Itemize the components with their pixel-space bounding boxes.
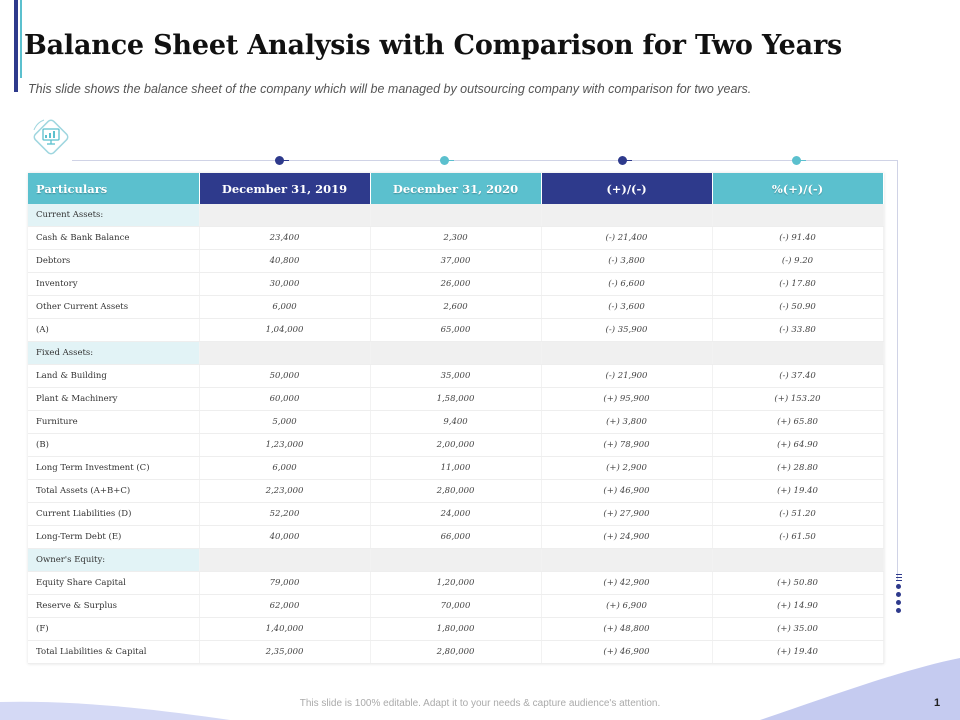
row-label: Fixed Assets:: [28, 342, 199, 365]
cell-v2020: 2,80,000: [370, 641, 541, 664]
cell-v2019: [199, 549, 370, 572]
table-row: [28, 434, 883, 457]
header-percent-change: %(+)/(-): [712, 173, 883, 204]
cell-change: (+) 3,800: [541, 411, 712, 434]
cell-pct: (-) 51.20: [712, 503, 883, 526]
cell-v2020: 1,80,000: [370, 618, 541, 641]
cell-change: (+) 2,900: [541, 457, 712, 480]
balance-sheet-table: [28, 173, 884, 664]
table-row: [28, 388, 883, 411]
cell-pct: (-) 61.50: [712, 526, 883, 549]
table-section-row: [28, 549, 883, 572]
cell-v2019: 40,000: [199, 526, 370, 549]
table-row: [28, 572, 883, 595]
header-particulars: Particulars: [28, 173, 199, 204]
title-accent-bar: [14, 0, 18, 92]
cell-pct: (-) 33.80: [712, 319, 883, 342]
cell-v2019: 2,23,000: [199, 480, 370, 503]
table-section-row: [28, 342, 883, 365]
cell-pct: (+) 19.40: [712, 480, 883, 503]
cell-v2020: 37,000: [370, 250, 541, 273]
cell-v2019: 2,35,000: [199, 641, 370, 664]
cell-v2020: 35,000: [370, 365, 541, 388]
table-row: [28, 618, 883, 641]
cell-pct: (-) 91.40: [712, 227, 883, 250]
cell-change: [541, 549, 712, 572]
row-label: Equity Share Capital: [28, 572, 199, 595]
row-label: Total Assets (A+B+C): [28, 480, 199, 503]
cell-pct: (+) 65.80: [712, 411, 883, 434]
cell-pct: (+) 153.20: [712, 388, 883, 411]
cell-v2020: 1,20,000: [370, 572, 541, 595]
row-label: Long Term Investment (C): [28, 457, 199, 480]
header-dec-2020: December 31, 2020: [370, 173, 541, 204]
cell-v2019: 52,200: [199, 503, 370, 526]
cell-change: (-) 3,600: [541, 296, 712, 319]
row-label: (F): [28, 618, 199, 641]
cell-v2019: 1,04,000: [199, 319, 370, 342]
cell-v2019: 1,23,000: [199, 434, 370, 457]
row-label: Owner's Equity:: [28, 549, 199, 572]
table-row: [28, 526, 883, 549]
row-label: Inventory: [28, 273, 199, 296]
table-row: [28, 503, 883, 526]
cell-pct: (+) 64.90: [712, 434, 883, 457]
cell-change: (+) 27,900: [541, 503, 712, 526]
column-marker-dot: [275, 156, 284, 165]
cell-pct: (+) 35.00: [712, 618, 883, 641]
header-dec-2019: December 31, 2019: [199, 173, 370, 204]
cell-pct: (-) 37.40: [712, 365, 883, 388]
table-row: [28, 296, 883, 319]
page-number: 1: [934, 697, 941, 709]
row-label: Current Assets:: [28, 204, 199, 227]
cell-change: (-) 6,600: [541, 273, 712, 296]
title-accent-bar-thin: [20, 0, 22, 78]
table-row: [28, 457, 883, 480]
cell-pct: (+) 50.80: [712, 572, 883, 595]
cell-v2020: [370, 342, 541, 365]
table-row: [28, 227, 883, 250]
cell-v2020: 9,400: [370, 411, 541, 434]
table-row: [28, 250, 883, 273]
cell-pct: (+) 28.80: [712, 457, 883, 480]
cell-change: (+) 24,900: [541, 526, 712, 549]
cell-change: (+) 48,800: [541, 618, 712, 641]
cell-v2020: 2,300: [370, 227, 541, 250]
column-marker-dot: [440, 156, 449, 165]
cell-pct: (+) 14.90: [712, 595, 883, 618]
slide-title: Balance Sheet Analysis with Comparison for Two Years: [24, 30, 842, 61]
cell-change: (+) 46,900: [541, 641, 712, 664]
cell-v2019: 40,800: [199, 250, 370, 273]
cell-pct: (-) 17.80: [712, 273, 883, 296]
table-row: [28, 595, 883, 618]
row-label: Total Liabilities & Capital: [28, 641, 199, 664]
cell-change: (-) 35,900: [541, 319, 712, 342]
cell-v2020: 24,000: [370, 503, 541, 526]
cell-v2020: 26,000: [370, 273, 541, 296]
cell-v2019: 62,000: [199, 595, 370, 618]
cell-v2019: 1,40,000: [199, 618, 370, 641]
cell-v2019: 30,000: [199, 273, 370, 296]
cell-v2019: 6,000: [199, 296, 370, 319]
cell-v2020: 70,000: [370, 595, 541, 618]
table-row: [28, 319, 883, 342]
table-row: [28, 480, 883, 503]
cell-v2019: [199, 342, 370, 365]
cell-pct: (-) 9.20: [712, 250, 883, 273]
cell-change: (+) 6,900: [541, 595, 712, 618]
table-row: [28, 273, 883, 296]
cell-v2019: 79,000: [199, 572, 370, 595]
slide-subtitle: This slide shows the balance sheet of the company which will be managed by outsourcing company with comparison for two years.: [28, 82, 752, 96]
cell-pct: (+) 19.40: [712, 641, 883, 664]
row-label: Reserve & Surplus: [28, 595, 199, 618]
table-section-row: [28, 204, 883, 227]
cell-change: (-) 21,900: [541, 365, 712, 388]
cell-v2020: 2,00,000: [370, 434, 541, 457]
cell-change: (+) 42,900: [541, 572, 712, 595]
cell-v2019: 60,000: [199, 388, 370, 411]
row-label: (A): [28, 319, 199, 342]
row-label: Furniture: [28, 411, 199, 434]
row-label: Land & Building: [28, 365, 199, 388]
cell-change: [541, 342, 712, 365]
frame-line-right: [897, 160, 898, 580]
cell-pct: [712, 204, 883, 227]
row-label: Other Current Assets: [28, 296, 199, 319]
cell-v2020: 1,58,000: [370, 388, 541, 411]
row-label: Current Liabilities (D): [28, 503, 199, 526]
cell-v2020: [370, 549, 541, 572]
cell-v2020: 65,000: [370, 319, 541, 342]
cell-pct: [712, 342, 883, 365]
row-label: (B): [28, 434, 199, 457]
footer-note: This slide is 100% editable. Adapt it to your needs & capture audience's attention.: [299, 698, 661, 709]
cell-v2019: 23,400: [199, 227, 370, 250]
cell-v2019: 5,000: [199, 411, 370, 434]
header-change: (+)/(-): [541, 173, 712, 204]
column-marker-dot: [792, 156, 801, 165]
row-label: Cash & Bank Balance: [28, 227, 199, 250]
cell-v2019: 6,000: [199, 457, 370, 480]
cell-v2020: 2,600: [370, 296, 541, 319]
row-label: Plant & Machinery: [28, 388, 199, 411]
cell-change: (+) 95,900: [541, 388, 712, 411]
cell-v2020: 11,000: [370, 457, 541, 480]
table-row: [28, 365, 883, 388]
cell-pct: (-) 50.90: [712, 296, 883, 319]
cell-change: (+) 46,900: [541, 480, 712, 503]
side-decoration-dots: [895, 574, 903, 613]
cell-change: (-) 3,800: [541, 250, 712, 273]
cell-v2020: 66,000: [370, 526, 541, 549]
cell-v2020: [370, 204, 541, 227]
monitor-chart-icon: [30, 116, 72, 158]
cell-change: (-) 21,400: [541, 227, 712, 250]
column-marker-dot: [618, 156, 627, 165]
cell-v2020: 2,80,000: [370, 480, 541, 503]
row-label: Debtors: [28, 250, 199, 273]
row-label: Long-Term Debt (E): [28, 526, 199, 549]
cell-change: [541, 204, 712, 227]
cell-v2019: 50,000: [199, 365, 370, 388]
cell-change: (+) 78,900: [541, 434, 712, 457]
cell-pct: [712, 549, 883, 572]
cell-v2019: [199, 204, 370, 227]
table-row: [28, 411, 883, 434]
table-header-row: [28, 173, 883, 204]
frame-line-top: [72, 160, 898, 161]
